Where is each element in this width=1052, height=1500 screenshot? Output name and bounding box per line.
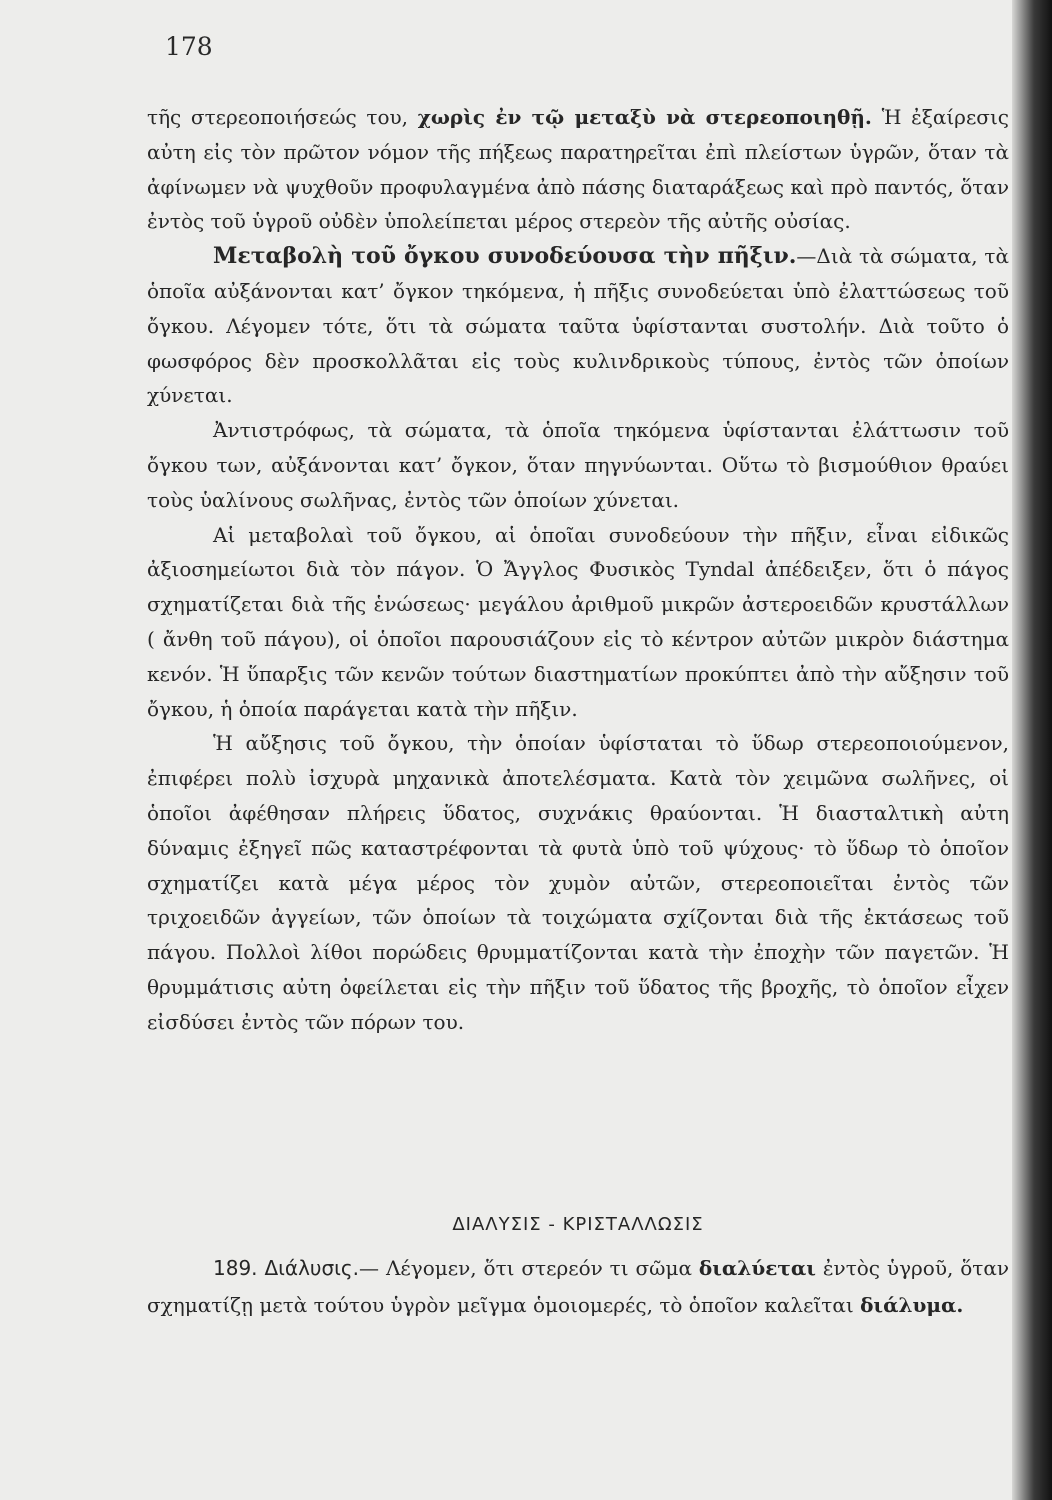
paragraph-1-lead: τῆς στερεοποιήσεώς του, — [147, 105, 409, 129]
paragraph-1 — [147, 100, 1009, 239]
section-189 — [147, 1250, 1009, 1324]
section-189-title: 189. Διάλυσις. — [213, 1256, 360, 1280]
section-heading: ΔΙΑΛΥΣΙΣ - ΚΡΙΣΤΑΛΛΩΣΙΣ — [452, 1214, 704, 1235]
body-text — [147, 100, 1009, 1040]
paragraph-4: Αἱ μεταβολαὶ τοῦ ὄγκου, αἱ ὁποῖαι συνοδεύουν τὴν πῆξιν, εἶναι εἰδικῶς ἀξιοσημείωτοι διὰ τὸν πάγον. Ὁ Ἄγγλος Φυσικὸς Tyndal ἀπέδειξεν, ὅτι ὁ πάγος σχηματίζεται διὰ τῆς ἑνώσεως· μεγάλου ἀριθμοῦ μικρῶν ἀστεροειδῶν κρυστάλλων ( ἄνθη τοῦ πάγου), οἱ ὁποῖοι παρουσιάζουν εἰς τὸ κέντρον αὐτῶν μικρὸν διάστημα κενόν. Ἡ ὕπαρξις τῶν κενῶν τούτων διαστηματίων προκύπτει ἀπὸ τὴν αὔξησιν τοῦ ὄγκου, ἡ ὁποία παράγεται κατὰ τὴν πῆξιν. — [147, 522, 1009, 721]
paragraph-1-rest: Ἡ ἐξαίρεσις αὐτη εἰς τὸν πρῶτον νόμον τῆς πήξεως παρατηρεῖται ἐπὶ πλείστων ὑγρῶν, ὅταν τὰ ἀφίνωμεν νὰ ψυχθοῦν προφυλαγμένα ἀπὸ πάσης διαταράξεως καὶ πρὸ παντός, ὅταν ἐντὸς τοῦ ὑγροῦ οὐδὲν ὑπολείπεται μέρος στερεὸν τῆς αὐτῆς οὐσίας. — [147, 105, 1009, 234]
section-189-text-a: — Λέγομεν, ὅτι στερεόν τι σῶμα — [359, 1256, 692, 1280]
paragraph-5: Ἡ αὔξησις τοῦ ὄγκου, τὴν ὁποίαν ὑφίσταται τὸ ὕδωρ στερεοποιούμενον, ἐπιφέρει πολὺ ἰσχυρὰ μηχανικὰ ἀποτελέσματα. Κατὰ τὸν χειμῶνα σωλῆνες, οἱ ὁποῖοι ἀφέθησαν πλήρεις ὕδατος, συχνάκις θραύονται. Ἡ διασταλτικὴ αὐτη δύναμις ἐξηγεῖ πῶς καταστρέφονται τὰ φυτὰ ὑπὸ τοῦ ψύχους· τὸ ὕδωρ τὸ ὁποῖον σχηματίζει κατὰ μέγα μέρος τὸν χυμὸν αὐτῶν, στερεοποιεῖται ἐντὸς τῶν τριχοειδῶν ἀγγείων, τῶν ὁποίων τὰ τοιχώματα σχίζονται διὰ τῆς ἐκτάσεως τοῦ πάγου. Πολλοὶ λίθοι πορώδεις θρυμματίζονται κατὰ τὴν ἐποχὴν τῶν παγετῶν. Ἡ θρυμμάτισις αὐτη ὀφείλεται εἰς τὴν πῆξιν τοῦ ὕδατος τῆς βροχῆς, τὸ ὁποῖον εἶχεν εἰσδύσει ἐντὸς τῶν πόρων του. — [147, 731, 1009, 1034]
term-solution: διάλυμα. — [860, 1293, 964, 1317]
paragraph-3: Ἀντιστρόφως, τὰ σώματα, τὰ ὁποῖα τηκόμενα ὑφίστανται ἐλάττωσιν τοῦ ὄγκου των, αὐξάνονται κατ’ ὄγκον, ὅταν πηγνύωνται. Οὕτω τὸ βισμούθιον θραύει τοὺς ὑαλίνους σωλῆνας, ἐντὸς τῶν ὁποίων χύνεται. — [147, 418, 1009, 512]
paragraph-2-text: —Διὰ τὰ σώματα, τὰ ὁποῖα αὐξάνονται κατ’ ὄγκον τηκόμενα, ἡ πῆξις συνοδεύεται ὑπὸ ἐλαττώσεως τοῦ ὄγκου. Λέγομεν τότε, ὅτι τὰ σώματα ταῦτα ὑφίστανται συστολήν. Διὰ τοῦτο ὁ φωσφόρος δὲν προσκολλᾶται εἰς τοὺς κυλινδρικοὺς τύπους, ἐντὸς τῶν ὁποίων χύνεται. — [147, 244, 1009, 408]
section-189-text-b: ἐντὸς ὑγροῦ, ὅταν σχηματίζῃ μετὰ τούτου ὑγρὸν μεῖγμα ὁμοιομερές, τὸ ὁποῖον καλεῖται — [147, 1256, 1010, 1317]
paragraph-1-bold: χωρὶς ἐν τῷ μεταξὺ νὰ στερεοποιηθῇ. — [417, 105, 872, 129]
page-edge-shadow — [1012, 0, 1052, 1500]
subheading-volume-change: Μεταβολὴ τοῦ ὄγκου συνοδεύουσα τὴν πῆξιν. — [213, 243, 797, 270]
section-189-paragraph — [147, 1250, 1009, 1324]
paragraph-2 — [147, 239, 1009, 413]
page-number: 178 — [165, 32, 213, 61]
term-dissolves: διαλύεται — [698, 1256, 816, 1280]
